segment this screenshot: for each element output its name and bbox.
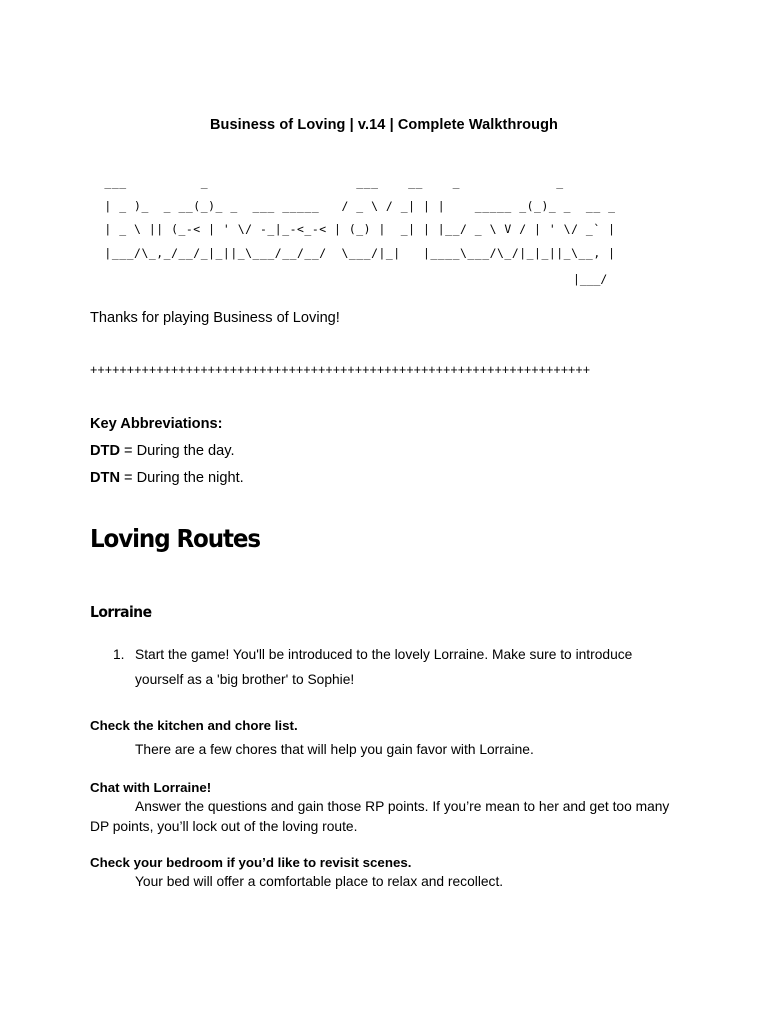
ascii-line: ___ _ ___ __ _ _ [97, 175, 564, 189]
abbreviation-meaning: = During the night. [120, 470, 244, 486]
list-text: Start the game! You'll be introduced to the lovely Lorraine. Make sure to introduce yourself as a 'big brother' to Sophie! [135, 647, 633, 687]
thanks-text: Thanks for playing Business of Loving! [90, 310, 340, 326]
section-heading: Loving Routes [90, 524, 260, 553]
tip-heading: Check the kitchen and chore list. [90, 718, 298, 733]
ascii-line: | _ \ || (_-< | ' \/ -_|_-<_-< | (_) | _| | |__/ _ \ V / | ' \/ _` | [97, 222, 616, 236]
abbreviation-item [90, 470, 244, 486]
separator-line: ++++++++++++++++++++++++++++++++++++++++++++++++++++++++++++++++++++ [90, 363, 591, 377]
abbreviation-key: DTN [90, 470, 120, 486]
abbreviation-key: DTD [90, 443, 120, 459]
tip-heading: Chat with Lorraine! [90, 780, 212, 795]
ascii-line: |___/\_,_/__/_|_||_\___/__/__/ \___/|_| |____\___/\_/|_|_||_\__, | [97, 245, 616, 260]
tip-body: Your bed will offer a comfortable place to relax and recollect. [135, 874, 504, 889]
list-number: 1. [113, 647, 125, 662]
subsection-heading: Lorraine [90, 603, 152, 621]
ascii-line: | _ )_ _ __(_)_ _ ___ _____ / _ \ / _| | | _____ _(_)_ _ __ _ [97, 198, 616, 213]
abbreviations-heading: Key Abbreviations: [90, 416, 223, 432]
tip-text [90, 872, 680, 892]
document-title: Business of Loving | v.14 | Complete Walkthrough [209, 117, 559, 133]
tip-body: Answer the questions and gain those RP points. If you’re mean to her and get too many DP points, you’ll lock out of the loving route. [90, 799, 670, 834]
ascii-art-banner [97, 171, 616, 265]
tip-heading: Check your bedroom if you’d like to revisit scenes. [90, 855, 412, 870]
ascii-art-tail: |___/ [573, 272, 608, 286]
tip-body: There are a few chores that will help you gain favor with Lorraine. [135, 742, 534, 757]
tip-text [90, 797, 680, 836]
abbreviation-item [90, 443, 235, 459]
tip-text [90, 740, 680, 760]
abbreviation-meaning: = During the day. [120, 443, 235, 459]
